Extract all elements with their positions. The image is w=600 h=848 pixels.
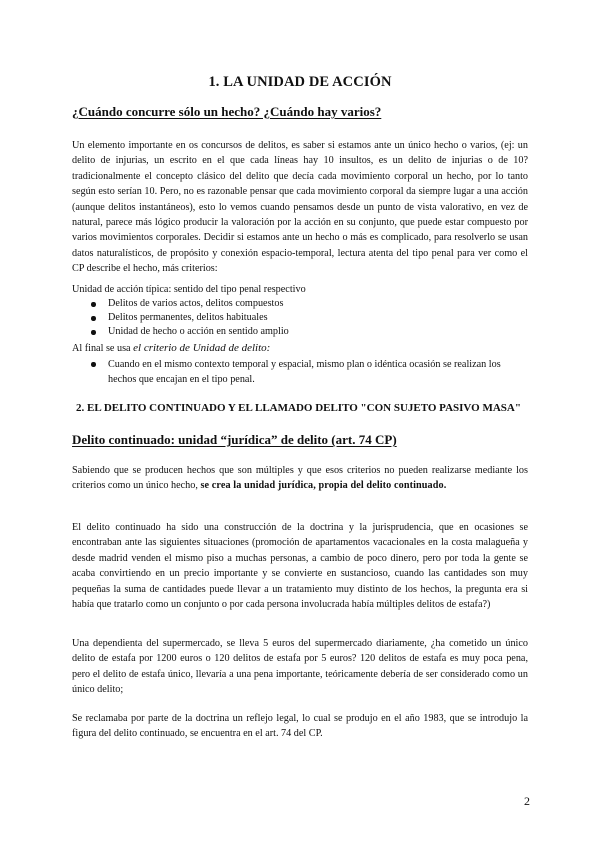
paragraph-unidad-juridica [72,463,528,494]
unit-intro-text: Unidad de acción típica: sentido del tipo penal respectivo [72,284,306,295]
paragraph-unidad-juridica-text: Sabiendo que se producen hechos que son múltiples y que esos criterios no pueden realizarse mediante los criterios como un único hecho, [72,465,528,492]
final-criterion-line [72,341,528,356]
list-item: Delitos de varios actos, delitos compuestos [72,297,528,311]
paragraph-intro: Un elemento importante en os concursos de delitos, es saber si estamos ante un único hecho o varios, (ej: un delito de injurias, un escrito en el que cada líneas hay 10 insultos, es un delito de injurias o de 10? tradicionalmente el concepto clásico del delito que decía cada movimiento corporal un hecho, por lo tanto según esto serían 10. Pero, no es razonable pensar que cada movimiento corporal da siempre lugar a una acción (aunque delitos instantáneos), esto lo vemos cuando pensamos desde un punto de vista valorativo, en vez de natural, parece más lógico producir la valoración por la acción en su conjunto, que puede estar compuesto por varios movimientos corporales. Decidir si estamos ante un hecho o más es complicado, para resolverlo se usan datos naturalísticos, de propósito y conexión espacio-temporal, lectura atenta del tipo penal para ver como el CP describe el hecho, más criterios: [72,140,528,275]
paragraph-reflejo-legal: Se reclamaba por parte de la doctrina un reflejo legal, lo cual se produjo en el año 1983, que se introdujo la figura del delito continuado, se encuentra en el art. 74 del CP. [72,713,528,740]
section-title-delito-continuado: 2. EL DELITO CONTINUADO Y EL LLAMADO DELITO "CON SUJETO PASIVO MASA" [76,402,521,414]
delito-continuado-subheading: Delito continuado: unidad “jurídica” de delito (art. 74 CP) [72,432,397,447]
section-title-unidad-accion: 1. LA UNIDAD DE ACCIÓN [208,74,392,90]
paragraph-unidad-juridica-bold: se crea la unidad jurídica, propia del delito continuado. [200,480,447,492]
list-item: Delitos permanentes, delitos habituales [72,311,528,325]
final-criterion-prefix: Al final se usa [72,343,134,354]
final-criterion-italic: el criterio de Unidad de delito: [133,342,271,354]
final-criterion-list [72,357,528,388]
paragraph-construccion: El delito continuado ha sido una construcción de la doctrina y la jurisprudencia, que en ocasiones se encontraban ante las siguientes situaciones (promoción de apartamentos vacacionales en la costa malagueña y desde madrid venden el mismo piso a muchas personas, a cambio de poco dinero, pero por toda la gente se acaba convirtiendo en un precio importante y se convierte en sustancioso, cuando las cantidades son muy pequeñas la suma de cantidades puede llevar a un tratamiento muy distinto de los hechos, la pregunta era si había que tratarlo como un conjunto o por cada persona involucrada había múltiples delitos de estafa?) [72,522,528,611]
question-heading: ¿Cuándo concurre sólo un hecho? ¿Cuándo hay varios? [72,104,382,119]
paragraph-dependienta: Una dependienta del supermercado, se lleva 5 euros del supermercado diariamente, ¿ha cometido un único delito de estafa por 1200 euros o 120 delitos de estafa por 5 euros? 120 delitos de estafa es muy poca pena, pero el delito de estafa único, llevaría a una pena importante, teóricamente debería de ser considerado como un único delito; [72,638,528,696]
unit-criteria-list [72,297,528,340]
page-number: 2 [524,794,530,808]
list-item: Cuando en el mismo contexto temporal y espacial, mismo plan o idéntica ocasión se realizan los hechos que encajan en el tipo penal. [72,357,528,388]
list-item: Unidad de hecho o acción en sentido amplio [72,325,528,339]
